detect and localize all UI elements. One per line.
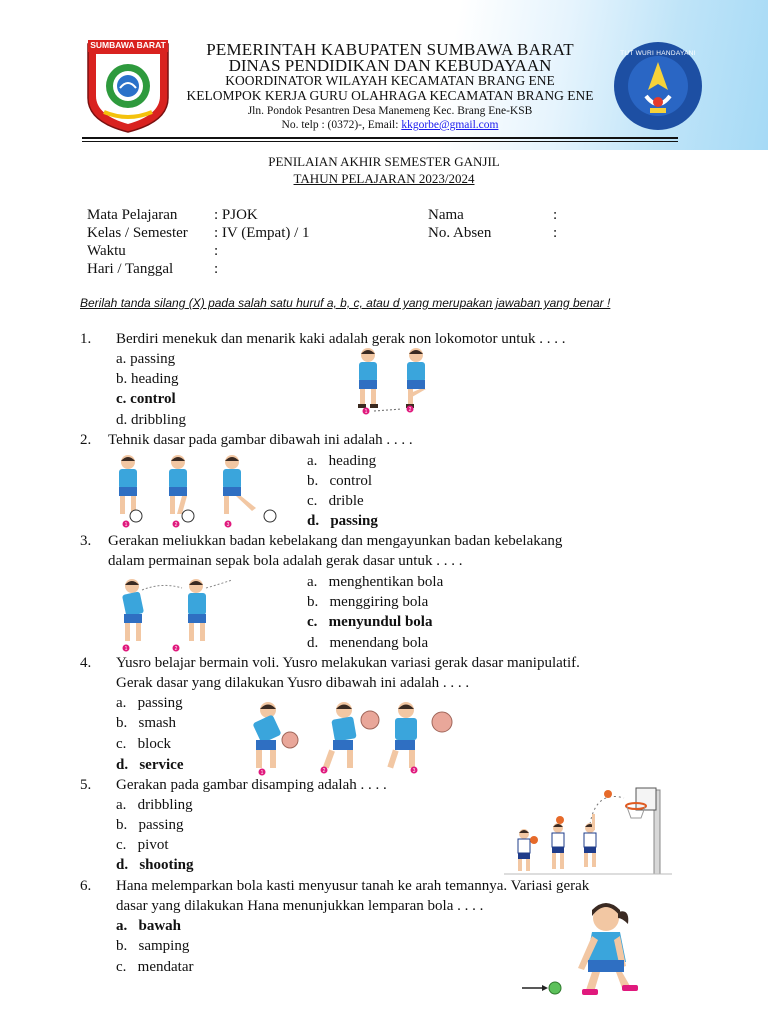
option[interactable]	[307, 574, 443, 591]
option-text: heading	[131, 371, 179, 387]
question-number: 5.	[80, 777, 92, 793]
option[interactable]	[116, 351, 175, 368]
question-number: 1.	[80, 331, 92, 347]
absen-value: :	[553, 225, 558, 241]
question-text: Tehnik dasar pada gambar dibawah ini adalah . . . .	[108, 432, 413, 448]
step-number-label: 2	[174, 522, 178, 529]
option-text: passing	[138, 817, 184, 833]
option-selected[interactable]	[307, 513, 378, 530]
option-text: menggiring bola	[329, 594, 429, 610]
option[interactable]	[116, 736, 171, 753]
question-text: dasar yang dilakukan Hana menunjukkan lemparan bola . . . .	[116, 898, 484, 914]
exam-title: PENILAIAN AKHIR SEMESTER GANJIL	[268, 154, 500, 169]
option-text: dribbling	[131, 412, 186, 428]
step-number-label: 1	[124, 522, 128, 529]
option[interactable]	[116, 959, 193, 976]
option-text: pivot	[137, 837, 169, 853]
step-number-label: 1	[364, 409, 368, 416]
option[interactable]	[116, 715, 176, 732]
option-text: passing	[130, 351, 176, 367]
option-letter: a.	[116, 695, 127, 711]
option-text: mendatar	[137, 959, 194, 975]
step-number-label: 2	[322, 768, 326, 775]
option-letter: a.	[307, 574, 318, 590]
name-value: :	[553, 207, 558, 223]
kasti-underhand-throw-illustration	[522, 896, 654, 1000]
option-text: samping	[138, 938, 190, 954]
letterhead-rule-thin	[82, 141, 678, 142]
academic-year: TAHUN PELAJARAN 2023/2024	[293, 171, 475, 186]
option-letter: a.	[116, 918, 128, 934]
question-text: Yusro belajar bermain voli. Yusro melakukan variasi gerak dasar manipulatif.	[116, 655, 580, 671]
question-number: 3.	[80, 533, 92, 549]
logo-label: SUMBAWA BARAT	[90, 40, 166, 50]
teacher-group-name: KELOMPOK KERJA GURU OLAHRAGA KECAMATAN BRANG ENE	[186, 88, 594, 103]
option-letter: c.	[307, 493, 318, 509]
option-letter: d.	[307, 513, 320, 529]
option-letter: d.	[116, 412, 128, 428]
option-text: heading	[328, 453, 377, 469]
option-text: service	[139, 757, 184, 773]
government-name: PEMERINTAH KABUPATEN SUMBAWA BARAT	[206, 40, 574, 59]
address: Jln. Pondok Pesantren Desa Manemeng Kec. Brang Ene-KSB	[247, 105, 533, 117]
step-number-label: 2	[174, 646, 178, 653]
class-value: : IV (Empat) / 1	[214, 225, 310, 241]
question-number: 4.	[80, 655, 92, 671]
question-text: dalam permainan sepak bola adalah gerak dasar untuk . . . .	[108, 553, 463, 569]
question-text: Gerakan pada gambar disamping adalah . . . .	[116, 777, 387, 793]
absen-label: No. Absen	[428, 225, 492, 241]
option-letter: d.	[116, 857, 129, 873]
question-text: Gerak dasar yang dilakukan Yusro dibawah ini adalah . . . .	[116, 675, 470, 691]
option-letter: b.	[307, 473, 319, 489]
step-number-label: 2	[408, 407, 412, 414]
question-number: 6.	[80, 878, 92, 894]
option-letter: b.	[307, 594, 319, 610]
option-text: passing	[330, 513, 378, 529]
option[interactable]	[116, 412, 186, 429]
option[interactable]	[307, 453, 376, 470]
option-text: menghentikan bola	[328, 574, 444, 590]
email-link[interactable]: kkgorbe@gmail.com	[401, 119, 499, 131]
option[interactable]	[116, 817, 184, 834]
option-letter: a.	[307, 453, 318, 469]
option-letter: b.	[116, 371, 128, 387]
option[interactable]	[307, 493, 364, 510]
football-heading-illustration	[112, 574, 236, 654]
option-text: smash	[138, 715, 176, 731]
option-letter: b.	[116, 817, 128, 833]
class-label: Kelas / Semester	[87, 225, 188, 241]
option-selected[interactable]	[116, 918, 181, 935]
question-number: 2.	[80, 432, 92, 448]
subject-label: Mata Pelajaran	[87, 207, 178, 223]
option-text: bawah	[138, 918, 182, 934]
option-text: control	[329, 473, 372, 489]
option-text: drible	[328, 493, 364, 509]
option[interactable]	[116, 371, 178, 388]
option-letter: d.	[116, 757, 129, 773]
option[interactable]	[116, 797, 193, 814]
option-letter: c.	[116, 391, 127, 407]
option-text: control	[130, 391, 176, 407]
volleyball-service-illustration	[234, 696, 458, 778]
question-text: Gerakan meliukkan badan kebelakang dan mengayunkan badan kebelakang	[108, 533, 563, 549]
basketball-shooting-illustration	[504, 784, 672, 880]
football-control-illustration	[346, 345, 446, 417]
option[interactable]	[307, 594, 428, 611]
option[interactable]	[116, 695, 183, 712]
name-label: Nama	[428, 207, 464, 223]
option-text: menyundul bola	[328, 614, 433, 630]
contact-line	[60, 119, 720, 131]
date-value: :	[214, 261, 219, 277]
option[interactable]	[116, 938, 189, 955]
option-text: menendang bola	[329, 635, 429, 651]
department-name: DINAS PENDIDIKAN DAN KEBUDAYAAN	[228, 56, 552, 75]
option[interactable]	[116, 837, 169, 854]
option-selected[interactable]	[116, 857, 194, 874]
logo-motto: TUT WURI HANDAYANI	[620, 50, 696, 57]
option-selected[interactable]	[307, 614, 432, 631]
option-text: block	[137, 736, 171, 752]
option-letter: a.	[116, 797, 127, 813]
option-text: dribbling	[137, 797, 193, 813]
question-text: Berdiri menekuk dan menarik kaki adalah gerak non lokomotor untuk . . . .	[116, 331, 566, 347]
step-number-label: 1	[124, 646, 128, 653]
option[interactable]	[307, 635, 428, 652]
option-letter: c.	[116, 837, 127, 853]
option-text: passing	[137, 695, 183, 711]
time-value: :	[214, 243, 219, 259]
option-text: shooting	[139, 857, 194, 873]
letterhead-rule	[82, 137, 678, 139]
question-text: Hana melemparkan bola kasti menyusur tanah ke arah temannya. Variasi gerak	[116, 878, 590, 894]
option-letter: b.	[116, 938, 128, 954]
contact-phone: No. telp : (0372)-, Email:	[281, 119, 402, 131]
subject-value: : PJOK	[214, 207, 258, 223]
date-label: Hari / Tanggal	[87, 261, 174, 277]
step-number-label: 3	[412, 768, 416, 775]
option-letter: c.	[307, 614, 318, 630]
option[interactable]	[307, 473, 372, 490]
football-passing-illustration	[110, 452, 286, 530]
option-letter: c.	[116, 959, 127, 975]
time-label: Waktu	[87, 243, 126, 259]
option-letter: b.	[116, 715, 128, 731]
option-selected[interactable]	[116, 757, 183, 774]
step-number-label: 1	[260, 770, 264, 777]
option-selected[interactable]	[116, 391, 176, 408]
option-letter: d.	[307, 635, 319, 651]
instruction: Berilah tanda silang (X) pada salah satu huruf a, b, c, atau d yang merupakan jawaban yang benar !	[80, 296, 611, 310]
coordinator-name: KOORDINATOR WILAYAH KECAMATAN BRANG ENE	[225, 73, 555, 88]
option-letter: c.	[116, 736, 127, 752]
option-letter: a.	[116, 351, 127, 367]
step-number-label: 3	[226, 522, 230, 529]
